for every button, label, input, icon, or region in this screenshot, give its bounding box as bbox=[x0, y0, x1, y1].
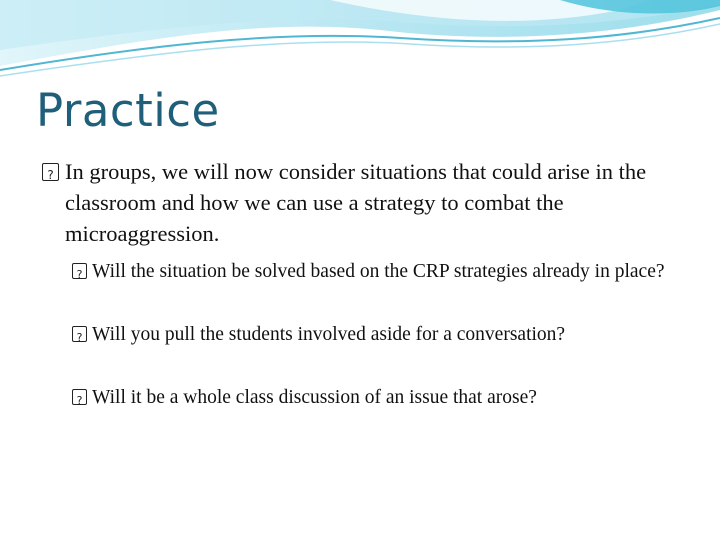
header-wave-decoration bbox=[0, 0, 720, 90]
bullet-main-text: In groups, we will now consider situations that could arise in the classroom and how we can use a strategy to combat the microaggression. bbox=[65, 159, 647, 246]
sub-bullet-1-text: Will the situation be solved based on the CRP strategies already in place? bbox=[92, 261, 665, 282]
missing-glyph-box-icon bbox=[72, 263, 87, 279]
slide-title: Practice bbox=[36, 84, 220, 137]
bullet-main bbox=[42, 156, 705, 249]
sub-bullet-3-text: Will it be a whole class discussion of an issue that arose? bbox=[92, 387, 537, 408]
sub-bullet-2-text: Will you pull the students involved aside for a conversation? bbox=[92, 324, 566, 345]
sub-bullet-1 bbox=[72, 257, 714, 286]
missing-glyph-box-icon bbox=[72, 326, 87, 342]
sub-bullet-2 bbox=[72, 320, 714, 349]
missing-glyph-box-icon bbox=[72, 389, 87, 405]
sub-bullet-3 bbox=[72, 383, 714, 412]
missing-glyph-box-icon bbox=[42, 163, 59, 181]
